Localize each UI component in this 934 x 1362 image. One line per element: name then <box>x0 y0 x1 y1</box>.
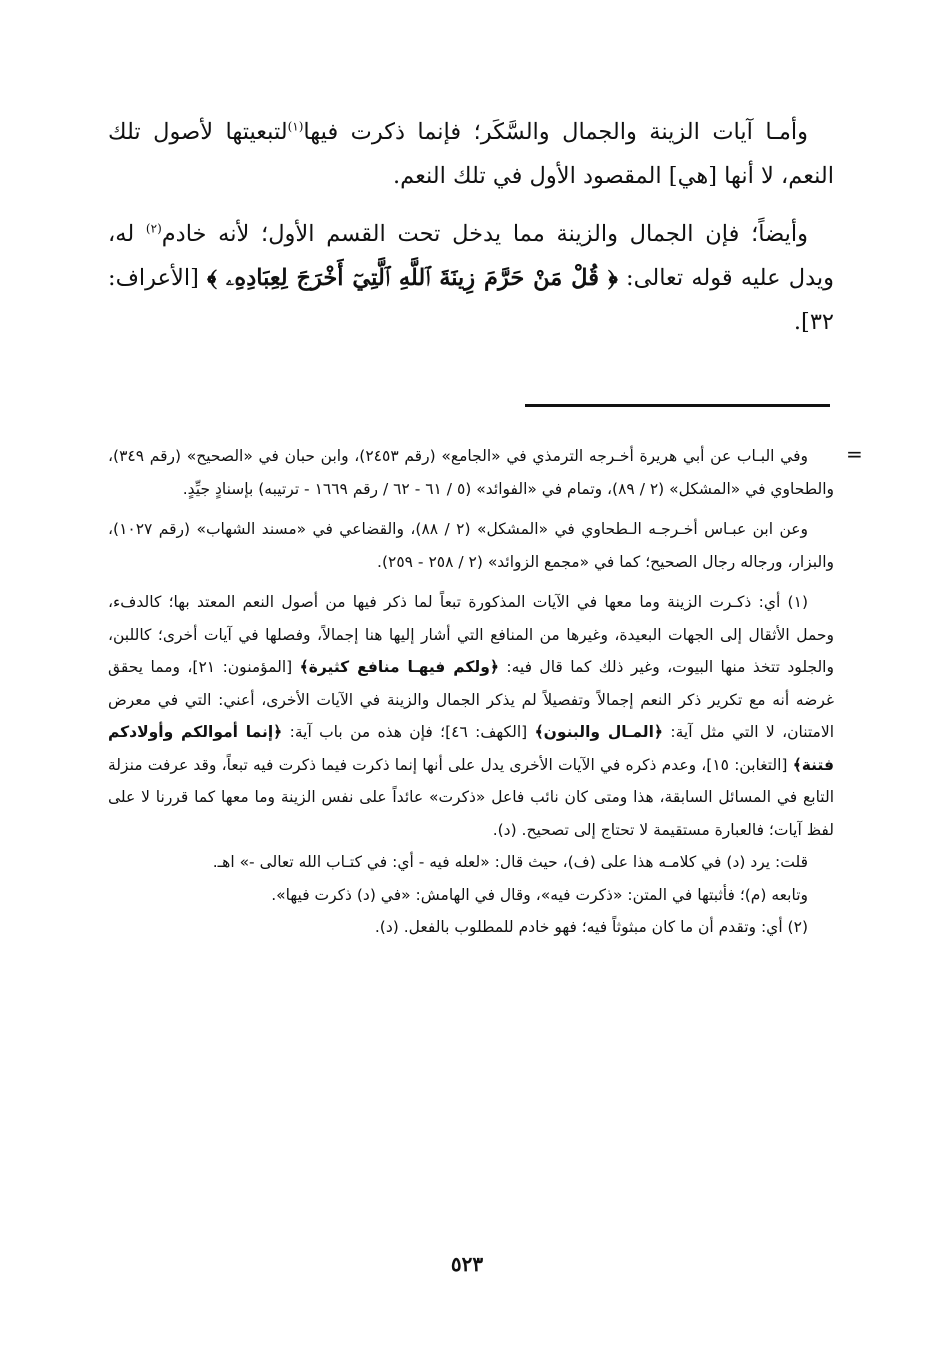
fn1-verse-1: ﴿ولكم فيهـا منافع كثيرة﴾ <box>299 658 499 676</box>
footnote-separator <box>525 404 830 407</box>
p2-mid: له، ويدل عليه قوله تعالى: <box>108 221 835 291</box>
footnote-ref-1: (١) <box>287 119 304 134</box>
fn1-verse-3: ﴿إنما أموالكم وأولادكم فتنة﴾ <box>108 723 834 774</box>
main-paragraph-2 <box>108 212 834 344</box>
p2-before: وأيضاً؛ فإن الجمال والزينة مما يدخل تحت القسم الأول؛ لأنه خادم <box>161 221 808 247</box>
footnote-ref-2: (٢) <box>145 221 162 236</box>
fn1-text-2: [المؤمنون: ٢١]، ومما يحقق غرضه أنه مع تكرير ذكر النعم إجمالاً وتفصيلاً لم يذكر الجمال والزينة في الآيات الأخرى، أعني: التي في معرض الامتنان، لا التي مثل آية: <box>108 658 835 741</box>
p1-before: وأمـا آيات الزينة والجمال والسَّكَر؛ فإنما ذكرت فيها <box>303 119 808 145</box>
footnote-1 <box>108 586 834 846</box>
main-paragraph-1 <box>108 110 834 198</box>
page-number: ٥٢٣ <box>450 1252 484 1276</box>
fn1-verse-2: ﴿المـال والبنون﴾ <box>534 723 664 741</box>
main-text <box>108 110 834 344</box>
p2-after: [الأعراف: ٣٢]. <box>108 265 834 335</box>
footnote-cont-b: وعن ابن عبـاس أخـرجـه الـطحاوي في «المشكل» (٢ / ٨٨)، والقضاعي في «مسند الشهاب» (رقم ١٠٢٧)، والبزار، ورجاله رجال الصحيح؛ كما في «مجمع الزوائد» (٢ / ٢٥٨ - ٢٥٩). <box>108 520 834 571</box>
quran-verse: ﴿ قُلْ مَنْ حَرَّمَ زِينَةَ ٱللَّهِ ٱلَّتِيٓ أَخْرَجَ لِعِبَادِهِۦ ﴾ <box>207 265 618 291</box>
fn1-text-1: (١) أي: ذكـرت الزينة وما معها في الآيات المذكورة تبعاً لما ذكر فيها من أصول النعم المعتد بها؛ كالدفء، وحمل الأثقال إلى الجهات البعيدة، وغيرها من المنافع التي أشار إليها هنا إجمالاً، وفصلها في آيات أخرى؛ كاللبن، والجلود تتخذ منها البيوت، وغير ذلك كما قال فيه: <box>108 593 834 676</box>
footnote-1-comment: قلت: يرد (د) في كلامـه هذا على (ف)، حيث قال: «لعله فيه - أي: في كتـاب الله تعالى -» اهـ. <box>212 853 808 871</box>
fn1-text-4: [التغابن: ١٥]، وعدم ذكره في الآيات الأخرى يدل على أنها إنما ذكرت فيما ذكرت فيه تبعاً، وقد عرفت منزلة التابع في المسائل السابقة، هذا ومتى كان نائب فاعل «ذكرت» عائداً على نفس الزينة وما معها كما قررنا لا على لفظ آيات؛ فالعبارة مستقيمة لا تحتاج إلى تصحيح. (د). <box>108 755 834 839</box>
continuation-marker: = <box>846 442 863 466</box>
footnote-1-followup: وتابعه (م)؛ فأثبتها في المتن: «ذكرت فيه»، وقال في الهامش: «في (د) ذكرت فيها». <box>271 885 808 904</box>
footnote-2: (٢) أي: وتقدم أن ما كان مبثوثاً فيه؛ فهو خادم للمطلوب بالفعل. (د). <box>374 918 808 936</box>
fn1-text-3: [الكهف: ٤٦]؛ فإن هذه من باب آية: <box>289 723 528 741</box>
footnote-cont-a: وفي البـاب عن أبي هريرة أخـرجه الترمذي في «الجامع» (رقم ٢٤٥٣)، وابن حبان في «الصحيح» (رقم ٣٤٩)، والطحاوي في «المشكل» (٢ / ٨٩)، وتمام في «الفوائد» (٥ / ٦١ - ٦٢ / رقم ١٦٦٩ - ترتيبه) بإسنادٍ جيِّدٍ. <box>108 447 834 498</box>
footnotes <box>108 440 834 944</box>
p1-after: لتبعيتها لأصول تلك النعم، لا أنها [هي] المقصود الأول في تلك النعم. <box>108 119 834 189</box>
